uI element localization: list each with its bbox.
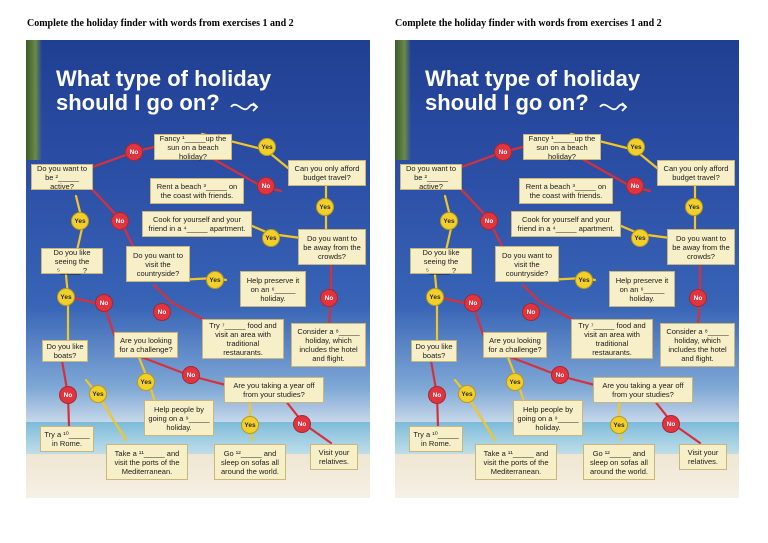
box-away-crowds: Do you want to be away from the crowds? xyxy=(298,229,366,265)
badge-yes: Yes xyxy=(627,138,645,156)
badge-no: No xyxy=(551,366,569,384)
box-rent-beach: Rent a beach ³_____ on the coast with friends. xyxy=(519,178,613,204)
badge-yes: Yes xyxy=(241,416,259,434)
flowchart-title xyxy=(56,67,316,115)
holiday-finder-panel-right xyxy=(395,40,739,498)
instruction-left: Complete the holiday finder with words from exercises 1 and 2 xyxy=(27,18,294,29)
badge-no: No xyxy=(257,177,275,195)
box-help-people: Help people by going on a ⁹_____ holiday. xyxy=(144,400,214,436)
badge-yes: Yes xyxy=(206,271,224,289)
box-boats: Do you like boats? xyxy=(411,340,457,362)
badge-yes: Yes xyxy=(506,373,524,391)
box-countryside: Do you want to visit the countryside? xyxy=(126,246,190,282)
box-try-food: Try ⁷_____ food and visit an area with traditional restaurants. xyxy=(202,319,284,359)
box-go-sleep: Go ¹²_____ and sleep on sofas all around the world. xyxy=(214,444,286,480)
box-consider: Consider a ⁸_____ holiday, which includes the hotel and flight. xyxy=(291,323,366,367)
box-preserve: Help preserve it on an ⁶_____ holiday. xyxy=(240,271,306,307)
badge-no: No xyxy=(480,212,498,230)
badge-no: No xyxy=(125,143,143,161)
badge-no: No xyxy=(153,303,171,321)
box-challenge: Are you looking for a challenge? xyxy=(483,332,547,358)
box-consider: Consider a ⁸_____ holiday, which includes the hotel and flight. xyxy=(660,323,735,367)
box-take-a: Take a ¹¹_____ and visit the ports of the Mediterranean. xyxy=(475,444,557,480)
badge-no: No xyxy=(428,386,446,404)
box-visit-relatives: Visit your relatives. xyxy=(679,444,727,470)
holiday-finder-panel-left xyxy=(26,40,370,498)
box-cook: Cook for yourself and your friend in a ⁴_____ apartment. xyxy=(511,211,621,237)
arrow-swirl-icon xyxy=(229,97,259,117)
title-line-2: should I go on? xyxy=(56,90,220,115)
badge-yes: Yes xyxy=(426,288,444,306)
box-fancy: Fancy ¹_____up the sun on a beach holiday? xyxy=(523,134,601,160)
badge-no: No xyxy=(494,143,512,161)
box-rent-beach: Rent a beach ³_____ on the coast with friends. xyxy=(150,178,244,204)
box-want-active: Do you want to be ²_____ active? xyxy=(31,164,93,190)
badge-yes: Yes xyxy=(575,271,593,289)
badge-yes: Yes xyxy=(316,198,334,216)
box-boats: Do you like boats? xyxy=(42,340,88,362)
badge-no: No xyxy=(320,289,338,307)
badge-yes: Yes xyxy=(57,288,75,306)
badge-yes: Yes xyxy=(262,229,280,247)
arrow-swirl-icon xyxy=(598,97,628,117)
box-budget: Can you only afford budget travel? xyxy=(657,160,735,186)
badge-yes: Yes xyxy=(440,212,458,230)
box-try-rome: Try a ¹⁰_____ in Rome. xyxy=(409,426,463,452)
box-year-off: Are you taking a year off from your studies? xyxy=(593,377,693,403)
badge-yes: Yes xyxy=(631,229,649,247)
box-try-rome: Try a ¹⁰_____ in Rome. xyxy=(40,426,94,452)
badge-yes: Yes xyxy=(610,416,628,434)
box-try-food: Try ⁷_____ food and visit an area with traditional restaurants. xyxy=(571,319,653,359)
box-seeing: Do you like seeing the ⁵_____ ? xyxy=(410,248,472,274)
badge-yes: Yes xyxy=(685,198,703,216)
box-countryside: Do you want to visit the countryside? xyxy=(495,246,559,282)
box-want-active: Do you want to be ²_____ active? xyxy=(400,164,462,190)
box-go-sleep: Go ¹²_____ and sleep on sofas all around the world. xyxy=(583,444,655,480)
instruction-right: Complete the holiday finder with words from exercises 1 and 2 xyxy=(395,18,662,29)
badge-no: No xyxy=(626,177,644,195)
title-line-2: should I go on? xyxy=(425,90,589,115)
badge-no: No xyxy=(689,289,707,307)
box-help-people: Help people by going on a ⁹_____ holiday. xyxy=(513,400,583,436)
badge-no: No xyxy=(111,212,129,230)
box-cook: Cook for yourself and your friend in a ⁴_____ apartment. xyxy=(142,211,252,237)
badge-no: No xyxy=(464,294,482,312)
box-fancy: Fancy ¹_____up the sun on a beach holiday? xyxy=(154,134,232,160)
badge-yes: Yes xyxy=(71,212,89,230)
box-budget: Can you only afford budget travel? xyxy=(288,160,366,186)
box-away-crowds: Do you want to be away from the crowds? xyxy=(667,229,735,265)
badge-yes: Yes xyxy=(89,385,107,403)
box-take-a: Take a ¹¹_____ and visit the ports of the Mediterranean. xyxy=(106,444,188,480)
title-line-1: What type of holiday xyxy=(425,66,641,91)
badge-no: No xyxy=(293,415,311,433)
title-line-1: What type of holiday xyxy=(56,66,272,91)
badge-yes: Yes xyxy=(137,373,155,391)
box-year-off: Are you taking a year off from your studies? xyxy=(224,377,324,403)
badge-no: No xyxy=(662,415,680,433)
badge-no: No xyxy=(182,366,200,384)
badge-no: No xyxy=(95,294,113,312)
badge-yes: Yes xyxy=(258,138,276,156)
box-seeing: Do you like seeing the ⁵_____ ? xyxy=(41,248,103,274)
box-visit-relatives: Visit your relatives. xyxy=(310,444,358,470)
badge-no: No xyxy=(522,303,540,321)
box-challenge: Are you looking for a challenge? xyxy=(114,332,178,358)
box-preserve: Help preserve it on an ⁶_____ holiday. xyxy=(609,271,675,307)
badge-yes: Yes xyxy=(458,385,476,403)
flowchart-title xyxy=(425,67,685,115)
badge-no: No xyxy=(59,386,77,404)
